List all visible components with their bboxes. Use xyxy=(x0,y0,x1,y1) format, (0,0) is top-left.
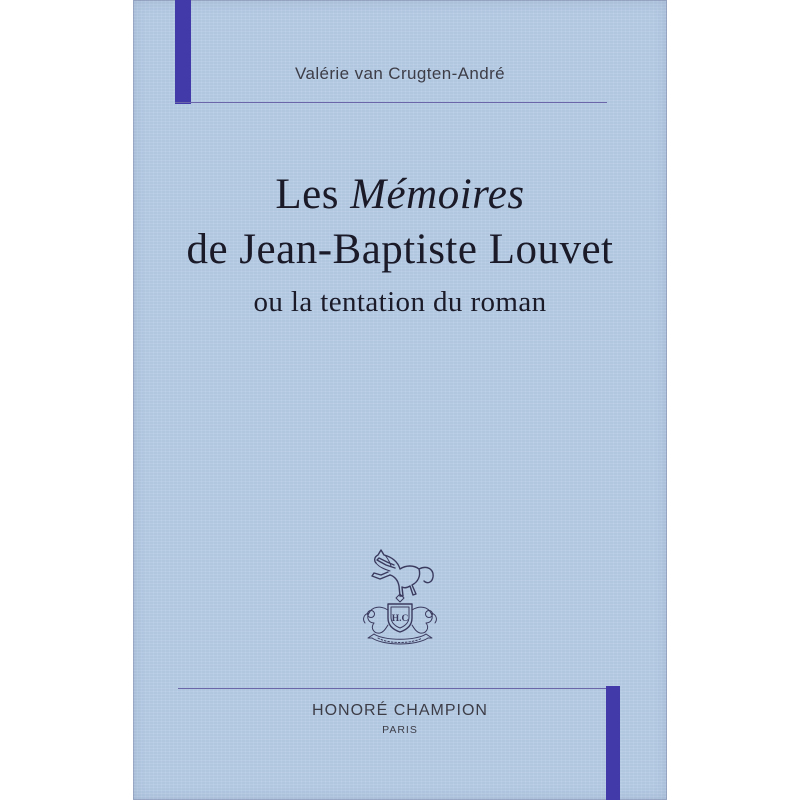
horse-crest-icon xyxy=(354,548,446,652)
top-accent-bar xyxy=(175,0,191,104)
rearing-horse-icon xyxy=(372,550,433,596)
footer-rule xyxy=(178,688,607,689)
header-rule xyxy=(175,102,607,103)
title-block xyxy=(133,167,667,327)
title-line-1-prefix: Les xyxy=(275,171,339,218)
title-line-2: de Jean-Baptiste Louvet xyxy=(186,226,614,273)
author-name: Valérie van Crugten-André xyxy=(294,64,505,83)
title-line-1-italic: Mémoires xyxy=(350,171,525,218)
publisher-name: HONORÉ CHAMPION xyxy=(312,702,488,719)
crest-shield xyxy=(388,594,412,632)
book-cover xyxy=(133,0,667,800)
publisher-monogram: H.C xyxy=(391,614,409,624)
title-line-1 xyxy=(133,167,667,222)
title-subtitle: ou la tentation du roman xyxy=(253,286,547,318)
crest-ribbon xyxy=(368,634,432,644)
publisher-city: PARIS xyxy=(382,724,418,736)
